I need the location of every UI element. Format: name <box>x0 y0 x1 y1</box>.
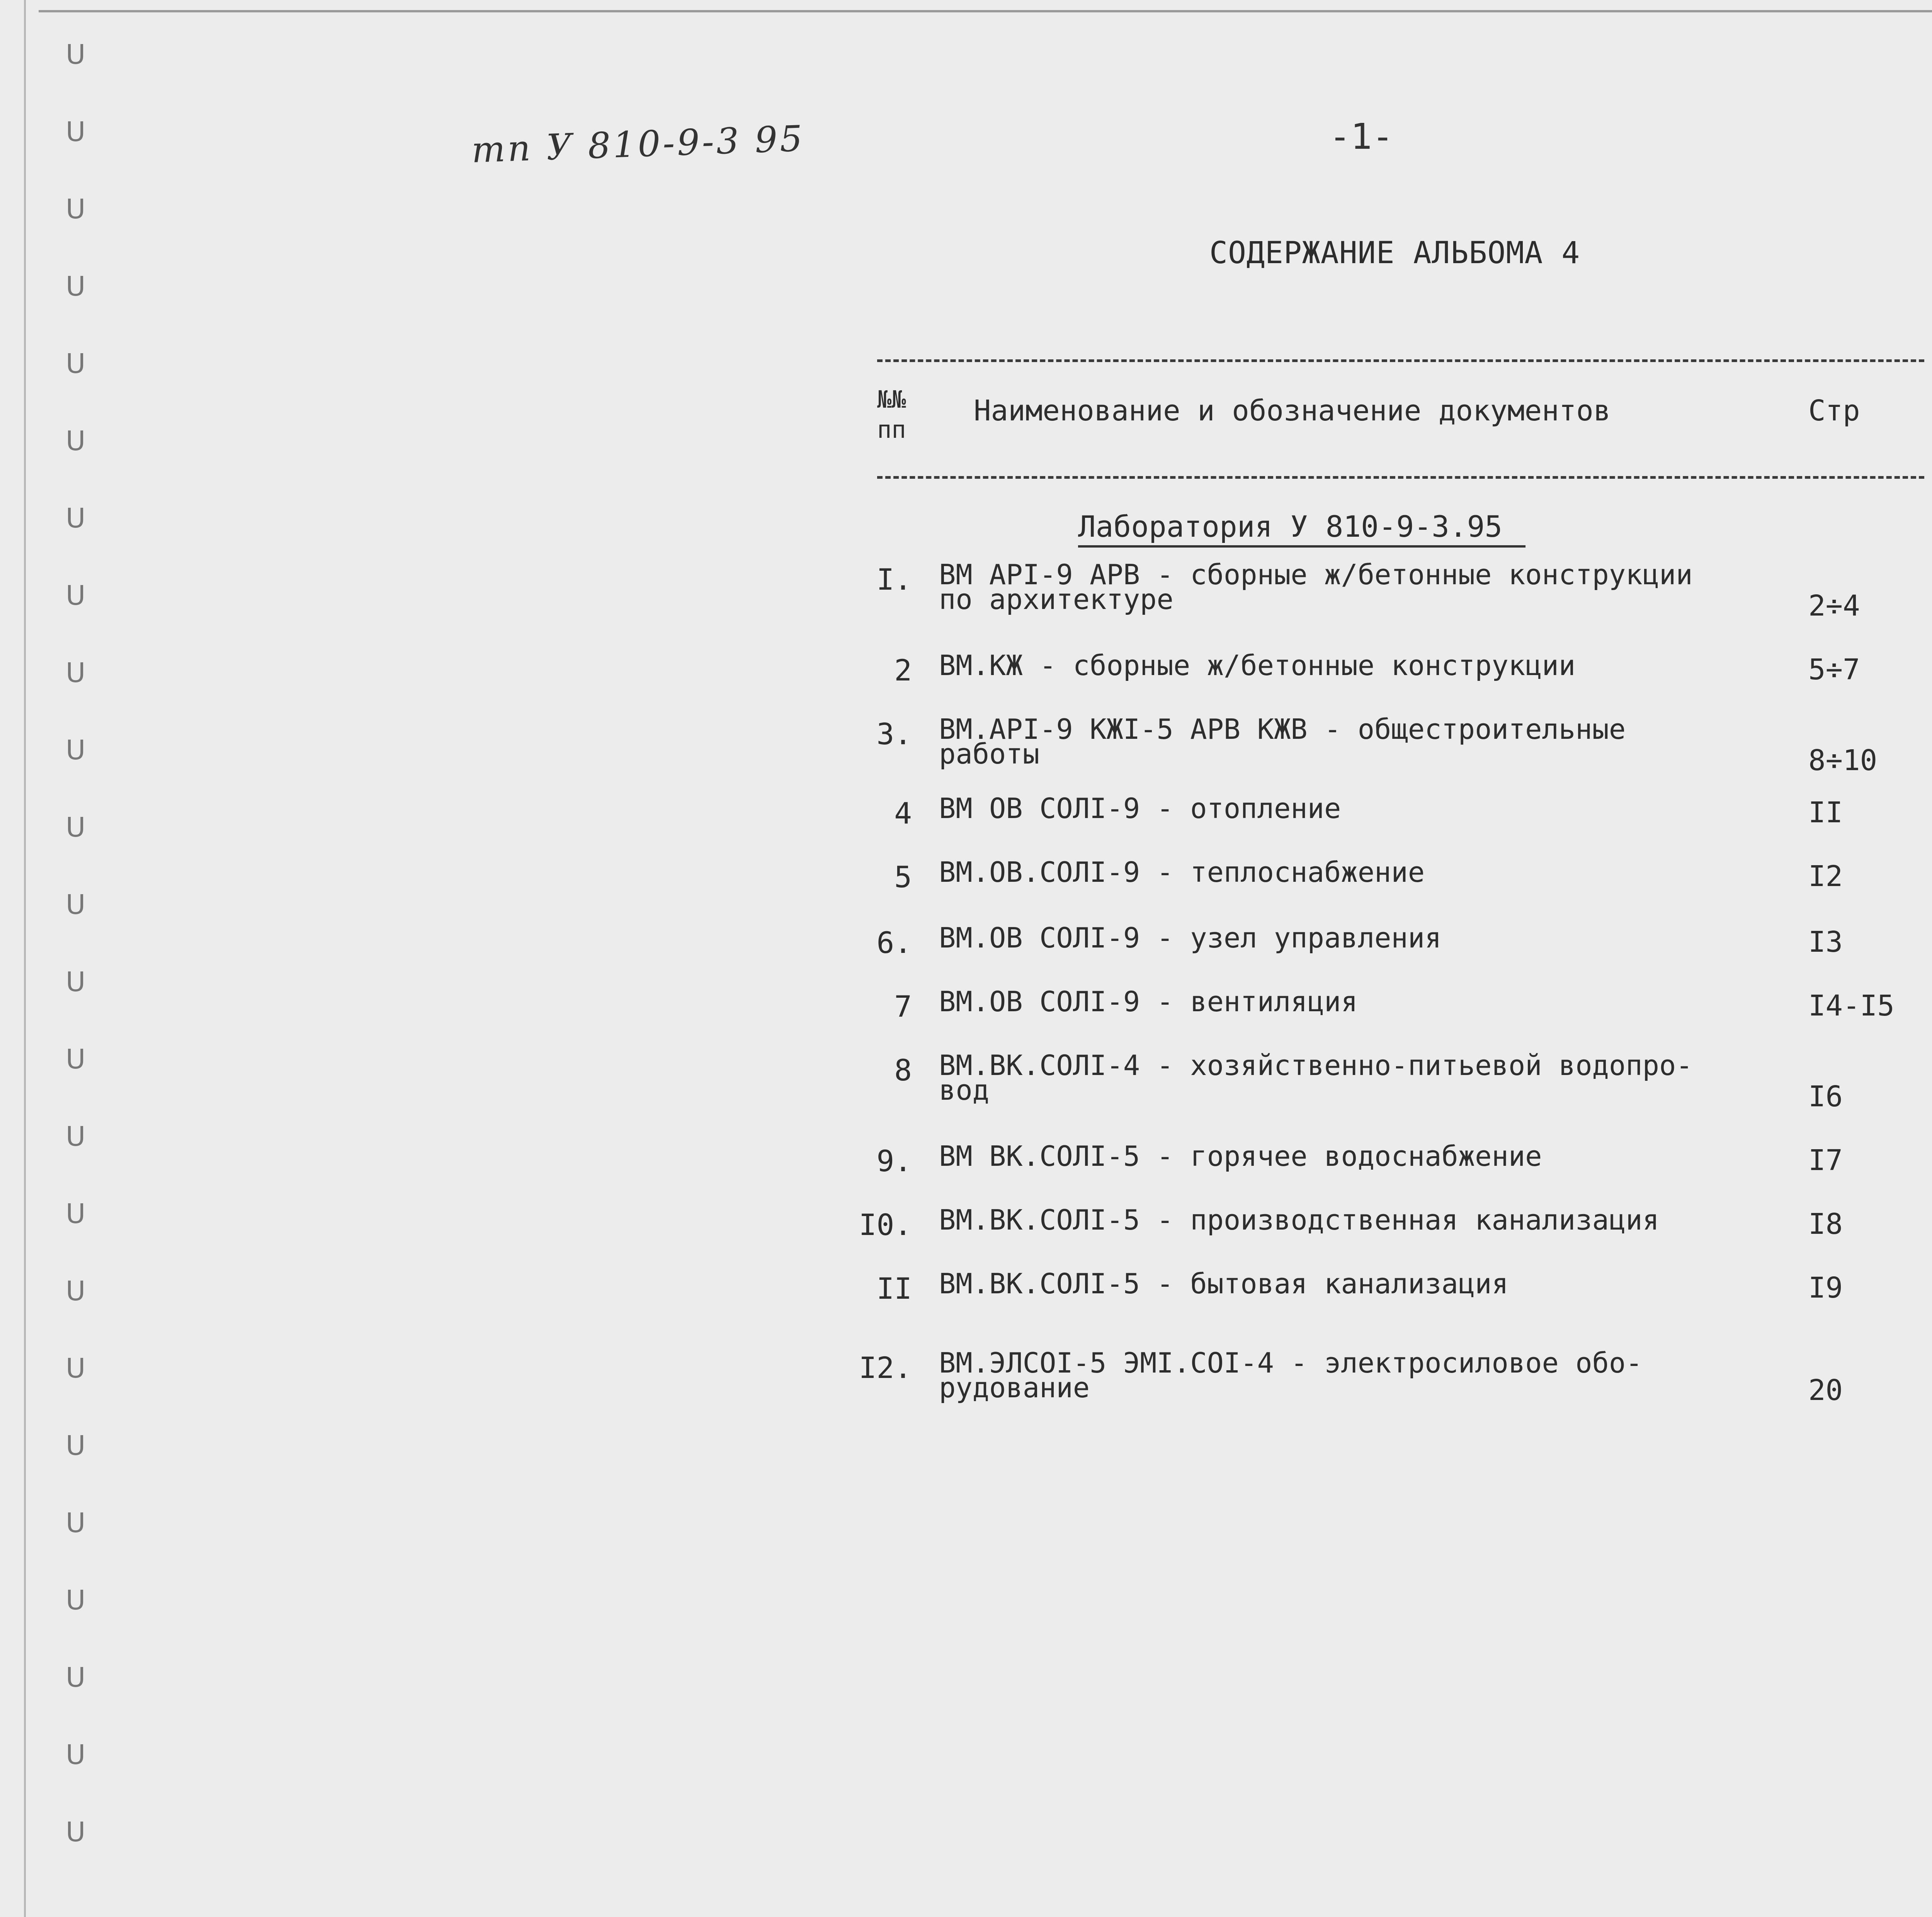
perforation-mark: ᑌ <box>66 116 86 148</box>
perforation-mark: ᑌ <box>66 1739 86 1771</box>
section-title: Лаборатория У 810-9-3.95 <box>1078 509 1526 548</box>
perforation-mark: ᑌ <box>66 1275 86 1307</box>
row-document-name: ВМ.КЖ - сборные ж/бетонные конструкции <box>939 649 1576 682</box>
page-top-edge <box>39 10 1932 12</box>
row-page: I2 <box>1808 860 1843 893</box>
row-number: 2 <box>894 653 912 687</box>
page-left-edge <box>24 0 26 1917</box>
perforation-mark: ᑌ <box>66 1352 86 1384</box>
perforation-mark: ᑌ <box>66 39 86 70</box>
row-number: 7 <box>894 989 912 1024</box>
perforation-mark: ᑌ <box>66 1584 86 1616</box>
perforation-mark: ᑌ <box>66 657 86 689</box>
perforation-mark: ᑌ <box>66 580 86 611</box>
perforation-mark: ᑌ <box>66 502 86 534</box>
row-number: 9. <box>876 1144 912 1178</box>
row-number: 4 <box>894 796 912 830</box>
perforation-mark: ᑌ <box>66 1430 86 1461</box>
column-header-number: №№ пп <box>877 385 906 444</box>
perforation-mark: ᑌ <box>66 1816 86 1848</box>
column-header-page: Стр <box>1808 394 1860 427</box>
row-number: I. <box>876 562 912 597</box>
perforation-mark: ᑌ <box>66 270 86 302</box>
album-title: СОДЕРЖАНИЕ АЛЬБОМА 4 <box>1209 236 1580 270</box>
perforation-mark: ᑌ <box>66 1507 86 1539</box>
page-number: -1- <box>1329 116 1394 157</box>
table-header-rule <box>877 476 1924 479</box>
row-document-name: ВМ.ВК.СОЛI-5 - производственная канализация <box>939 1204 1659 1236</box>
row-document-name: ВМ.ОВ СОЛI-9 - вентиляция <box>939 985 1358 1018</box>
row-number: I2. <box>859 1351 912 1385</box>
row-document-name: ВМ АРI-9 АРВ - сборные ж/бетонные конструкции по архитектуре <box>939 558 1693 616</box>
row-number: 3. <box>876 717 912 751</box>
row-page: I3 <box>1808 925 1843 959</box>
perforation-mark: ᑌ <box>66 1043 86 1075</box>
perforation-mark: ᑌ <box>66 1662 86 1693</box>
row-document-name: ВМ.ОВ.СОЛI-9 - теплоснабжение <box>939 856 1425 888</box>
row-page: 5÷7 <box>1808 653 1860 686</box>
row-page: I7 <box>1808 1144 1843 1177</box>
row-page: 20 <box>1808 1374 1843 1407</box>
row-page: I4-I5 <box>1808 989 1895 1022</box>
perforation-mark: ᑌ <box>66 734 86 766</box>
row-document-name: ВМ.АРI-9 КЖI-5 АРВ КЖВ - общестроительные работы <box>939 713 1626 770</box>
row-number: I0. <box>859 1208 912 1242</box>
handwritten-project-code: тп У 810-9-3 95 <box>471 117 806 171</box>
row-document-name: ВМ.ЭЛСОI-5 ЭМI.СОI-4 - электросиловое обо- рудование <box>939 1347 1643 1404</box>
row-page: 2÷4 <box>1808 589 1860 623</box>
row-page: I9 <box>1808 1271 1843 1305</box>
perforation-mark: ᑌ <box>66 1121 86 1152</box>
row-number: 8 <box>894 1053 912 1087</box>
row-document-name: ВМ.ВК.СОЛI-5 - бытовая канализация <box>939 1267 1509 1300</box>
row-document-name: ВМ.ОВ СОЛI-9 - узел управления <box>939 922 1442 954</box>
table-top-rule <box>877 359 1924 362</box>
row-page: II <box>1808 796 1843 829</box>
row-number: 5 <box>894 860 912 894</box>
row-page: I8 <box>1808 1208 1843 1241</box>
perforation-mark: ᑌ <box>66 193 86 225</box>
row-number: 6. <box>876 925 912 960</box>
row-number: II <box>876 1271 912 1306</box>
perforation-mark: ᑌ <box>66 811 86 843</box>
perforation-mark: ᑌ <box>66 425 86 457</box>
perforation-mark: ᑌ <box>66 966 86 998</box>
perforation-mark: ᑌ <box>66 889 86 920</box>
perforation-mark: ᑌ <box>66 1198 86 1230</box>
row-page: I6 <box>1808 1080 1843 1113</box>
row-page: 8÷10 <box>1808 744 1878 777</box>
row-document-name: ВМ ОВ СОЛI-9 - отопление <box>939 792 1341 825</box>
row-document-name: ВМ.ВК.СОЛI-4 - хозяйственно-питьевой водопро- вод <box>939 1049 1693 1106</box>
perforation-mark: ᑌ <box>66 348 86 379</box>
row-document-name: ВМ ВК.СОЛI-5 - горячее водоснабжение <box>939 1140 1542 1172</box>
column-header-name: Наименование и обозначение документов <box>974 394 1611 427</box>
